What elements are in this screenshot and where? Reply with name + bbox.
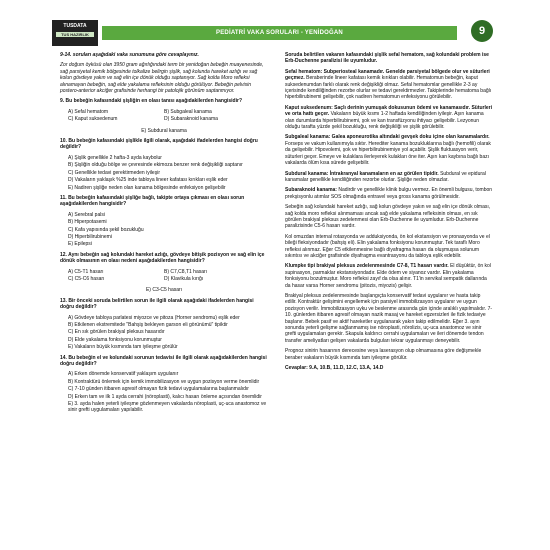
q9-options: [68, 109, 268, 124]
q12-options: [68, 269, 268, 284]
page-header: [52, 20, 497, 48]
paragraph: Brakiyal pleksus zedelenmesinde başlangıçta konservatif tedavi uygulanır ve hasta takip edilir. Kontraktür gelişimini engellemek için parsiyel immobilizasyon uygulanır ve uygun pozisyon verilir. İmmobilizasyon uyku ve beslenme arasında gün içinde aralıklı yapılmalıdır. 7-10. günlerden itibaren agresif olmayan nazik masaj ve hareket egzersizleri ile fizik tedaviye başlanır. Bebek pasif ve aktif hareketler uygulanarak yakın takip edilmelidir. Eğer 3. ayın sonunda yeterli gelişme sağlanmamış ise nöroplasti, nörolizis, uç-uca anastomoz ve sinir grefti uygulamaları gerekir. Skapula kaldırıcı cerrahi uygulamaları ve ileri dönemde tendon transfer ameliyatları gelişen vakalarda bulguları tekrar uygulanmayı deneyebilir.: [285, 293, 493, 344]
term: Sefal hematom: Subperiosteal kanamadır. Genelde parsiyetal bölgede olur ve süturleri geçmez.: [285, 68, 490, 82]
q10-options: [68, 155, 268, 191]
case-text: Zor doğum öyküsü olan 3950 gram ağırlığındaki term bir yenidoğan bebeğin muayenesinde, sağ parsiyetal kemik bölgesinde tolkalize belirgin şişlik, sağ kolunda hareket azlığı ve sağ kolun gövdeye yakın ve sağ elin içe dönük olduğu saptanıyor. Sağ kolda Moro refleksi alınamayan bebeğin, sağ elde yakalama refleksinin olduğu görülüyor. Bebeğin pelvisin postero-anterior akciğer grafisinde herhangi bir patolojik görünüm saptanmıyor.: [60, 62, 264, 95]
q13-options: [68, 315, 268, 351]
term: Kaput suksedenum: Saçlı derinin yumuşak dokusunun ödemi ve kanamasıdır. Süturleri ve orta hattı geçer.: [285, 104, 492, 118]
question-10: 10. Bu bebeğin kafasındaki şişlikle ilgili olarak, aşağıdaki ifadelerden hangisi doğru değildir?: [60, 138, 258, 151]
option: A) Erken dönemde konservatif yaklaşım uygulanır: [68, 371, 179, 378]
option: D) Hiperbilirubinemi: [68, 233, 112, 240]
logo-badge: TUS HAZIRLIK: [56, 32, 94, 37]
text: Subdural ve epidural kanamalar genellikle kendiliğinden rezorbe olurlar. Şişliğe neden olmazlar.: [285, 170, 486, 183]
paragraph: Sebeğin sağ kolundaki hareket azlığı, sağ kolun gövdeye yakın ve sağ elin içe dönük olması, sağ kolda moro refleksi alınmaması ancak sağ elde yakalama refleksinin olması, en sık görülen brakiyal pleksus zedelenmesi olan Erb-Duchenne ile uyumludur. Erb-Duchenne paralizisinde C5-6 hasarı vardır.: [285, 204, 491, 230]
option: C) 7-10 günden itibaren agresif olmayan fizik tedavi uygulamalarına başlanmalıdır: [68, 386, 249, 393]
option: C) Kafa yapısında şekil bozukluğu: [68, 226, 144, 233]
q11-options: [68, 212, 268, 248]
option: B) Subgaleal kanama: [164, 108, 212, 115]
option: D) Subaraknoid kanama: [164, 116, 218, 123]
option: B) C7,C8,T1 hasarı: [164, 268, 208, 275]
term: Klumpke tipi brakiyal pleksus zedelenmesinde C7-8, T1 hasarı vardır.: [285, 263, 449, 270]
text: Vakaların büyük kısmı 1-2 haftada kendiliğinden iyileşir. Aşırı kanama olan durumlarda hiperbilirubinemi, şok ve kan transfüzyonu ihtiyacı gelişebilir. Lezyonun olduğu tarafta yüzde şekil bozukluğu, renk değişikliği ve şişlik görülebilir.: [285, 111, 484, 131]
logo-text: TUSDATA: [63, 23, 87, 29]
option: E) Nadiren şişliğe neden olan kanama bölgesinde enfeksiyon gelişebilir: [68, 184, 226, 191]
text: El düşüktür, ön kol supinasyon, parmaklar ekstansiyondadır. Elde ödem ve siyanoz vardır. Elin yakalama fonksiyonu bozulmuştur. Moro refleksi zayıf da olsa alınır. T1'in servikal sempatik dallarında da hasar varsa Horner sendromu (pitozis, miyozis) gelişir.: [285, 263, 491, 289]
question-9: 9. Bu bebeğin kafasındaki şişliğin en olası tanısı aşağıdakilerden hangisidir?: [60, 98, 242, 105]
answer-key: Cevaplar: 9.A, 10.B, 11.D, 12.C, 13.A, 14.D: [285, 365, 384, 372]
paragraph: Prognoz sinirin hasarının derecesine veya laserasyon olup olmamasına göre değişmekle beraber vakaların büyük kısmında tam iyileşme görülür.: [285, 348, 482, 361]
question-12: 12. Aynı bebeğin sağ kolundaki hareket azlığı, gövdeye bitişik pozisyon ve sağ elin içe dönük olmasının en olası nedeni aşağıdakilerden hangisidir?: [60, 251, 265, 265]
text: Forseps ve vakum kullanımıyla sıktır. Herediter kanama bozukluklarına bağlı (hemofili) olarak da gelişebilir. Hipovolemi, şok ve hiperbilirubinemiye yol açabilir. Şişlik fluktuasyon verir, süturleri geçer. Emeye ve kulaklara ilerleyerek kulakları öne iter. Aşırı kan kaybına bağlı bazı vakalarda ölüm kısa sürede gelişebilir.: [285, 140, 491, 167]
term: Subaraknoid kanama:: [285, 187, 337, 194]
option: E) 3. ayda halen yeterli iyileşme gözlenmeyen vakalarda nöroplasti, uç-uca anastomoz ve sinir grefti uygulamaları yapılabilir.: [68, 401, 267, 414]
option: A) Sefal hematom: [68, 108, 109, 115]
q14-options: [68, 371, 268, 413]
paragraph: [285, 69, 493, 101]
question-13: 13. Bir önceki soruda belirtilen sorun ile ilgili olarak aşağıdaki ifadelerden hangisi doğru değildir?: [60, 297, 254, 311]
paragraph: [285, 171, 493, 184]
option: C) En sık görülen brakiyal pleksus hasarıdır: [68, 329, 165, 336]
logo: [52, 20, 98, 46]
paragraph: Kol omuzdan internal rotasyonda ve adduksiyonda, ön kol ekstansiyon ve pronasyonda ve el bileği fleksiyondadır (bahşiş eli). Elin yakalama fonksiyonu korunmuştur. Tek taraflı Moro refleksi alınmaz. Eğer C5 etkilenmesine bağlı diyafragma hasarı da oluşmuşsa solunum sıkıntısı ve akciğer grafisinde diyafragma evantrasyonu da tabloya eşlik edebilir.: [285, 233, 490, 259]
text: Beraberinde lineer kafatası kemik kırıkları olabilir. Hematomun bebeğin, kaput suksedenumdan farklı olarak renk değişikliği olmaz. Sefal hematomlar genellikle 2-3 ay içerisinde kendiliğinden rezorbe olurlar ve tedavi gerektirmezler. Takiplerinde hematoma bağlı hiperbilirubinemi gelişebilir, çok nadiren hematomun enfeksiyonu görülebilir.: [285, 75, 492, 101]
page-number: 9: [471, 20, 493, 42]
option: D) Vakaların yaklaşık %25 inde tabloya lineer kafatası kırıkları eşlik eder: [68, 177, 228, 184]
answer-intro: Soruda belirtilen vakanın kafasındaki şişlik sefal hematom, sağ kolundaki problem ise Erb-Duchenne paralizisi ile uyumludur.: [285, 52, 489, 65]
term: Subgaleal kanama: Galea aponeurotika altındaki gevşek doku içine olan kanamalardır.: [285, 134, 490, 141]
option: C) Kaput suksedenum: [68, 116, 118, 123]
option: D) Erken tam ve ilk 1 ayda cerrahi (nöroplasti), kalıcı hasarı önleme açısından önemlidir: [68, 393, 262, 400]
option: B) Kontraktürü önlemek için kemik immobilizasyon ve uygun pozisyon verme önemlidir: [68, 378, 260, 385]
option: A) C5-T1 hasarı: [68, 268, 104, 275]
question-11: 11. Bu bebeğin kafasındaki şişliğe bağlı, takipte ortaya çıkması en olası sorun aşağıdakilerden hangisidir?: [60, 194, 245, 208]
right-column: [285, 52, 493, 375]
option: E) C3-C5 hasarı: [145, 287, 183, 294]
question-14: 14. Bu bebeğin el ve kolundaki sorunun tedavisi ile ilgili olarak aşağıdakilerden hangisi doğru değildir?: [60, 354, 267, 368]
paragraph: [285, 134, 493, 166]
option: A) Serebral palsi: [68, 211, 105, 218]
option: E) Subdural kanama: [141, 127, 187, 134]
option: E) Vakaların büyük kısmında tam iyileşme görülür: [68, 344, 178, 351]
option: C) C5-C6 hasarı: [68, 275, 105, 282]
header-title: PEDİATRİ VAKA SORULARI - YENİDOĞAN: [102, 26, 457, 40]
case-title: 9-14. soruları aşağıdaki vaka sunumuna göre cevaplayınız.: [60, 52, 199, 58]
paragraph: [285, 105, 493, 131]
option: A) Gövdeye tabloya parlatesi miyozce ve pitoza (Horner sendromu) eşlik eder: [68, 314, 240, 321]
option: E) Epilepsi: [68, 241, 92, 248]
option: D) Elde yakalama fonksiyonu korunmuştur: [68, 336, 162, 343]
text: Nadirdir ve genellikle klinik bulgu vermez. En önemli bulgusu, tombon prekşisyonlu atımlar SOS olmağında entravel veya gross kanama görülmesidir.: [285, 187, 493, 200]
option: D) Klavikula kırığı: [164, 275, 204, 282]
term: Subdural kanama: İntrakranyal kanamaların en az görülen tipidir.: [285, 170, 439, 177]
option: C) Genellikle tedavi gerektirmeden iyileşir: [68, 169, 160, 176]
option: B) Etkilenen ekstremitede "Bahşiş bekleyen garson eli görünümü" tipiktir: [68, 322, 228, 328]
left-column: [60, 52, 268, 418]
paragraph: [285, 187, 493, 200]
paragraph: [285, 263, 493, 289]
option: B) Hiperpotasemi: [68, 219, 107, 226]
option: A) Şişlik genellikle 2 hafta-3 ayda kaybolur: [68, 154, 162, 161]
option: B) Şişliğin olduğu bölge ve çevresinde ekimoza benzer renk değişikliği saptanır: [68, 162, 243, 169]
